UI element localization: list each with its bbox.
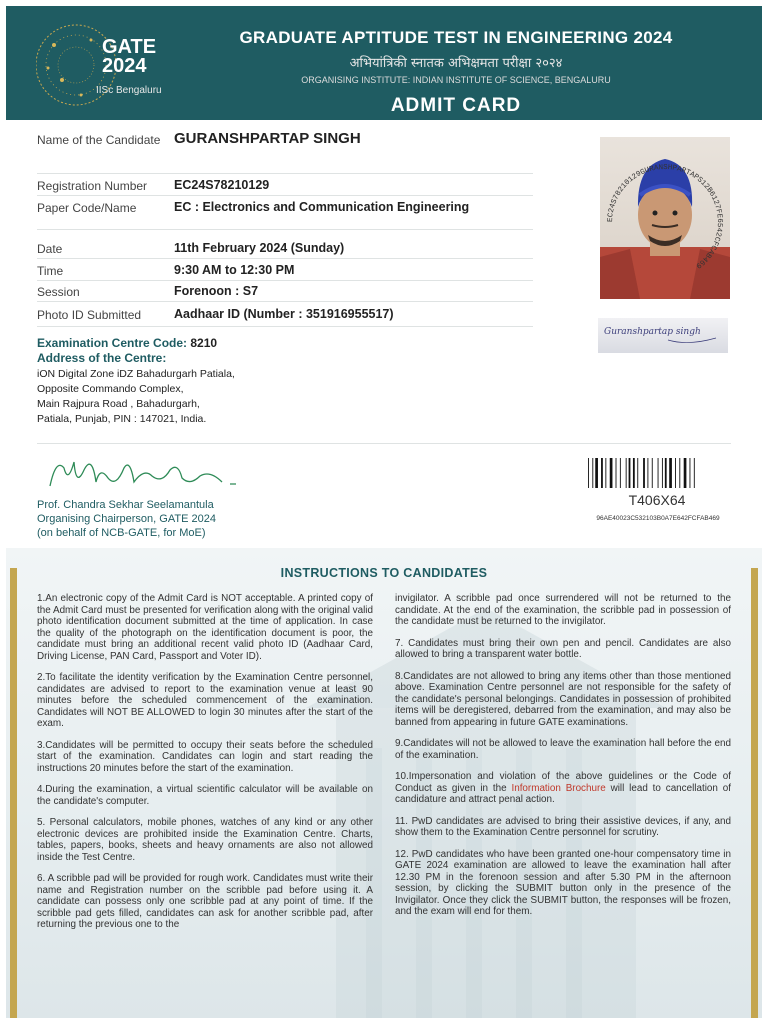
instruction-text: 10.Impersonation and violation of the above guidelines or the Code of Conduct as given in the [395,771,731,794]
barcode [588,458,726,488]
registration-number: EC24S78210129 [174,178,270,192]
divider [37,443,731,444]
gold-border-left [10,568,17,1018]
exam-time: 9:30 AM to 12:30 PM [174,263,295,277]
divider [37,258,533,259]
instruction-item: invigilator. A scribble pad once surrendered will not be returned to the candidate. At the end of the examination, the scribble pad in possession of the candidate must be returned to the invigilator. [395,593,731,627]
address-line: Main Rajpura Road , Bahadurgarh, [37,398,200,410]
barcode-code: T406X64 [628,492,686,508]
registration-label: Registration Number [37,179,148,193]
address-line: Patiala, Punjab, PIN : 147021, India. [37,413,207,425]
instruction-item: 3.Candidates will be permitted to occupy their seats before the scheduled start of the examination. Candidates can login and start reading the instructions 20 minutes before the start of the examination. [37,739,373,774]
chairperson-role: Organising Chairperson, GATE 2024 [37,513,216,525]
logo-subtitle: IISc Bengaluru [96,85,162,96]
chairperson-name: Prof. Chandra Sekhar Seelamantula [37,499,214,511]
photo-ring-text: EC24S78210129GURANSHPARTAPS12B6127FE6542CFCAB469 [606,163,724,270]
candidate-photo [600,137,730,299]
svg-text:EC24S78210129GURANSHPARTAPS12B [607,164,723,269]
divider [37,173,533,174]
address-line: Opposite Commando Complex, [37,383,184,395]
exam-title: GRADUATE APTITUDE TEST IN ENGINEERING 2024 [239,28,673,47]
time-label: Time [37,264,64,278]
chairperson-behalf: (on behalf of NCB-GATE, for MoE) [37,527,206,539]
barcode-hash: 96AE40023C532103B0A7E642FCFAB469 [596,515,720,522]
session-label: Session [37,285,80,299]
instruction-item [395,771,731,806]
centre-code-value: 8210 [190,336,218,350]
instruction-text: will lead to cancellation of candidature and attract penal action. [395,782,731,805]
exam-title-hindi: अभियांत्रिकी स्नातक अभिक्षमता परीक्षा २०२४ [349,56,563,71]
centre-code [37,336,217,350]
organising-institute: ORGANISING INSTITUTE: INDIAN INSTITUTE OF SCIENCE, BENGALURU [301,75,611,85]
instruction-item: 5. Personal calculators, mobile phones, watches of any kind or any other electronic devices are prohibited inside the Examination Centre. Charts, tables, papers, books, sheets and heavy ornaments are also not allowed inside the Test Centre. [37,817,373,863]
information-brochure-link[interactable]: Information Brochure [511,782,606,794]
signature-script: Guranshpartap singh [604,327,701,337]
candidate-signature [598,318,728,353]
exam-session: Forenoon : S7 [174,284,259,298]
divider [37,301,533,302]
date-label: Date [37,242,63,256]
centre-code-label: Examination Centre Code: [37,336,188,350]
divider [37,280,533,281]
logo-gate-text: GATE [102,36,157,58]
instruction-item: 9.Candidates will not be allowed to leave the examination hall before the end of the examination. [395,738,731,761]
divider [37,229,533,230]
instruction-item: 8.Candidates are not allowed to bring any items other than those mentioned above. Examination Centre personnel are not responsible for the safety of the candidate's personal belongings. Candidates in possession of prohibited items will be deregistered, debarred from the examination, and may also be banned from appearing in future GATE examinations. [395,670,731,728]
photo-id-value: Aadhaar ID (Number : 351916955517) [174,307,394,321]
header-banner [6,6,762,120]
instructions-title: INSTRUCTIONS TO CANDIDATES [280,566,488,580]
instructions-right-column [395,593,731,928]
divider [37,195,533,196]
paper-label: Paper Code/Name [37,201,137,215]
logo-title [102,38,156,76]
exam-date: 11th February 2024 (Sunday) [174,241,345,255]
logo-year-text: 2024 [102,55,147,77]
instruction-item: 6. A scribble pad will be provided for rough work. Candidates must write their name and Registration number on the scribble pad before using it. A candidate can possess only one scribble pad at any point of time. If the scribble pad gets filled, candidates can ask for another scribble pad, after returning the previous one to the [37,873,373,930]
instruction-item: 4.During the examination, a virtual scientific calculator will be available on the candidate's computer. [37,784,373,807]
candidate-name: GURANSHPARTAP SINGH [174,130,361,147]
divider [37,326,533,327]
paper-name: EC : Electronics and Communication Engineering [174,200,470,214]
gold-border-right [751,568,758,1018]
name-label: Name of the Candidate [37,133,161,147]
instructions-left-column [37,593,373,941]
centre-address [37,367,235,427]
instruction-item: 12. PwD candidates who have been granted one-hour compensatory time in GATE 2024 examination are allowed to leave the examination hall after 12.30 PM in the forenoon session and after 5.30 PM in the afternoon session, by clicking the SUBMIT button only in the presence of the Invigilator. Once they click the SUBMIT button, the responses will be frozen, and the exam will end for them. [395,848,731,917]
admit-card-title: ADMIT CARD [390,95,522,116]
address-label: Address of the Centre: [37,351,167,365]
instruction-item: 7. Candidates must bring their own pen and pencil. Candidates are also allowed to bring a transparent water bottle. [395,637,731,660]
instruction-item: 2.To facilitate the identity verification by the Examination Centre personnel, candidates are advised to report to the examination venue at least 90 minutes before the scheduled commencement of the examination. Candidates will NOT BE ALLOWED to login 30 minutes after the start of the exam. [37,672,373,729]
chairperson-signature-icon [40,448,250,498]
instruction-item: 1.An electronic copy of the Admit Card is NOT acceptable. A printed copy of the Admit Card must be presented for verification along with the original valid photo identification document submitted at the time of application. In case the quality of the photograph on the identification document is poor, the candidate must bring an additional recent valid photo ID (Aadhaar Card, Driving License, PAN Card, Passport and Voter ID). [37,593,373,662]
address-line: iON Digital Zone iDZ Bahadurgarh Patiala, [37,368,235,380]
instruction-item: 11. PwD candidates are advised to bring their assistive devices, if any, and show them to the Examination Centre personnel for scrutiny. [395,815,731,838]
photo-id-label: Photo ID Submitted [37,308,142,322]
